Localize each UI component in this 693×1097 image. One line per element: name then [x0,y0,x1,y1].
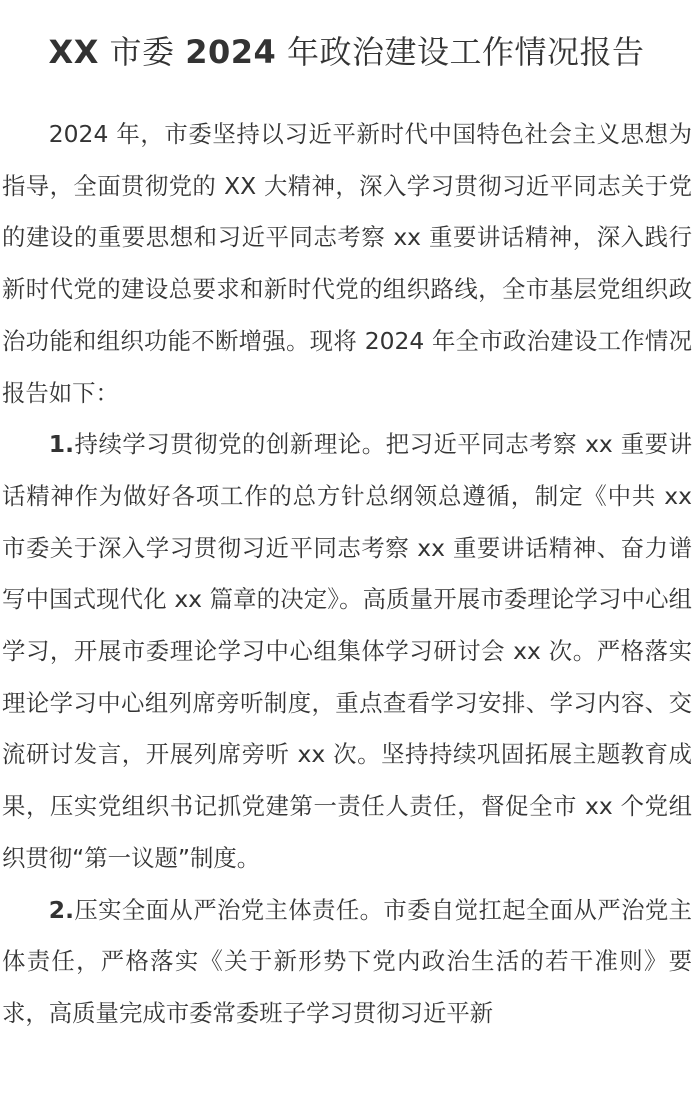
title-part-b: 市委 [98,33,186,71]
paragraph-intro-text: 2024 年，市委坚持以习近平新时代中国特色社会主义思想为指导，全面贯彻党的 XX 大精神，深入学习贯彻习近平同志关于党的建设的重要思想和习近平同志考察 xx 重要讲话精神，深入践行新时代党的建设总要求和新时代党的组织路线，全市基层党组织政治功能和组织功能不断增强。现将 2024 年全市政治建设工作情况报告如下： [2,120,692,407]
title-part-c: 2024 [185,33,277,71]
paragraph-section-2 [2,885,692,1040]
paragraph-intro [2,109,692,419]
section-1-number: 1. [48,430,74,459]
document-title [0,30,693,74]
paragraph-section-1 [2,419,692,884]
title-part-a: XX [48,33,99,71]
document-body [2,109,692,1040]
paragraph-section-2-text: 压实全面从严治党主体责任。市委自觉扛起全面从严治党主体责任，严格落实《关于新形势下党内政治生活的若干准则》要求，高质量完成市委常委班子学习贯彻习近平新 [2,895,692,1027]
section-2-number: 2. [48,895,74,924]
title-part-d: 年政治建设工作情况报告 [276,33,645,71]
paragraph-section-1-text: 持续学习贯彻党的创新理论。把习近平同志考察 xx 重要讲话精神作为做好各项工作的总方针总纲领总遵循，制定《中共 xx 市委关于深入学习贯彻习近平同志考察 xx 重要讲话精神、奋力谱写中国式现代化 xx 篇章的决定》。高质量开展市委理论学习中心组学习，开展市委理论学习中心组集体学习研讨会 xx 次。严格落实理论学习中心组列席旁听制度，重点查看学习安排、学习内容、交流研讨发言，开展列席旁听 xx 次。坚持持续巩固拓展主题教育成果，压实党组织书记抓党建第一责任人责任，督促全市 xx 个党组织贯彻“第一议题”制度。 [2,430,692,872]
